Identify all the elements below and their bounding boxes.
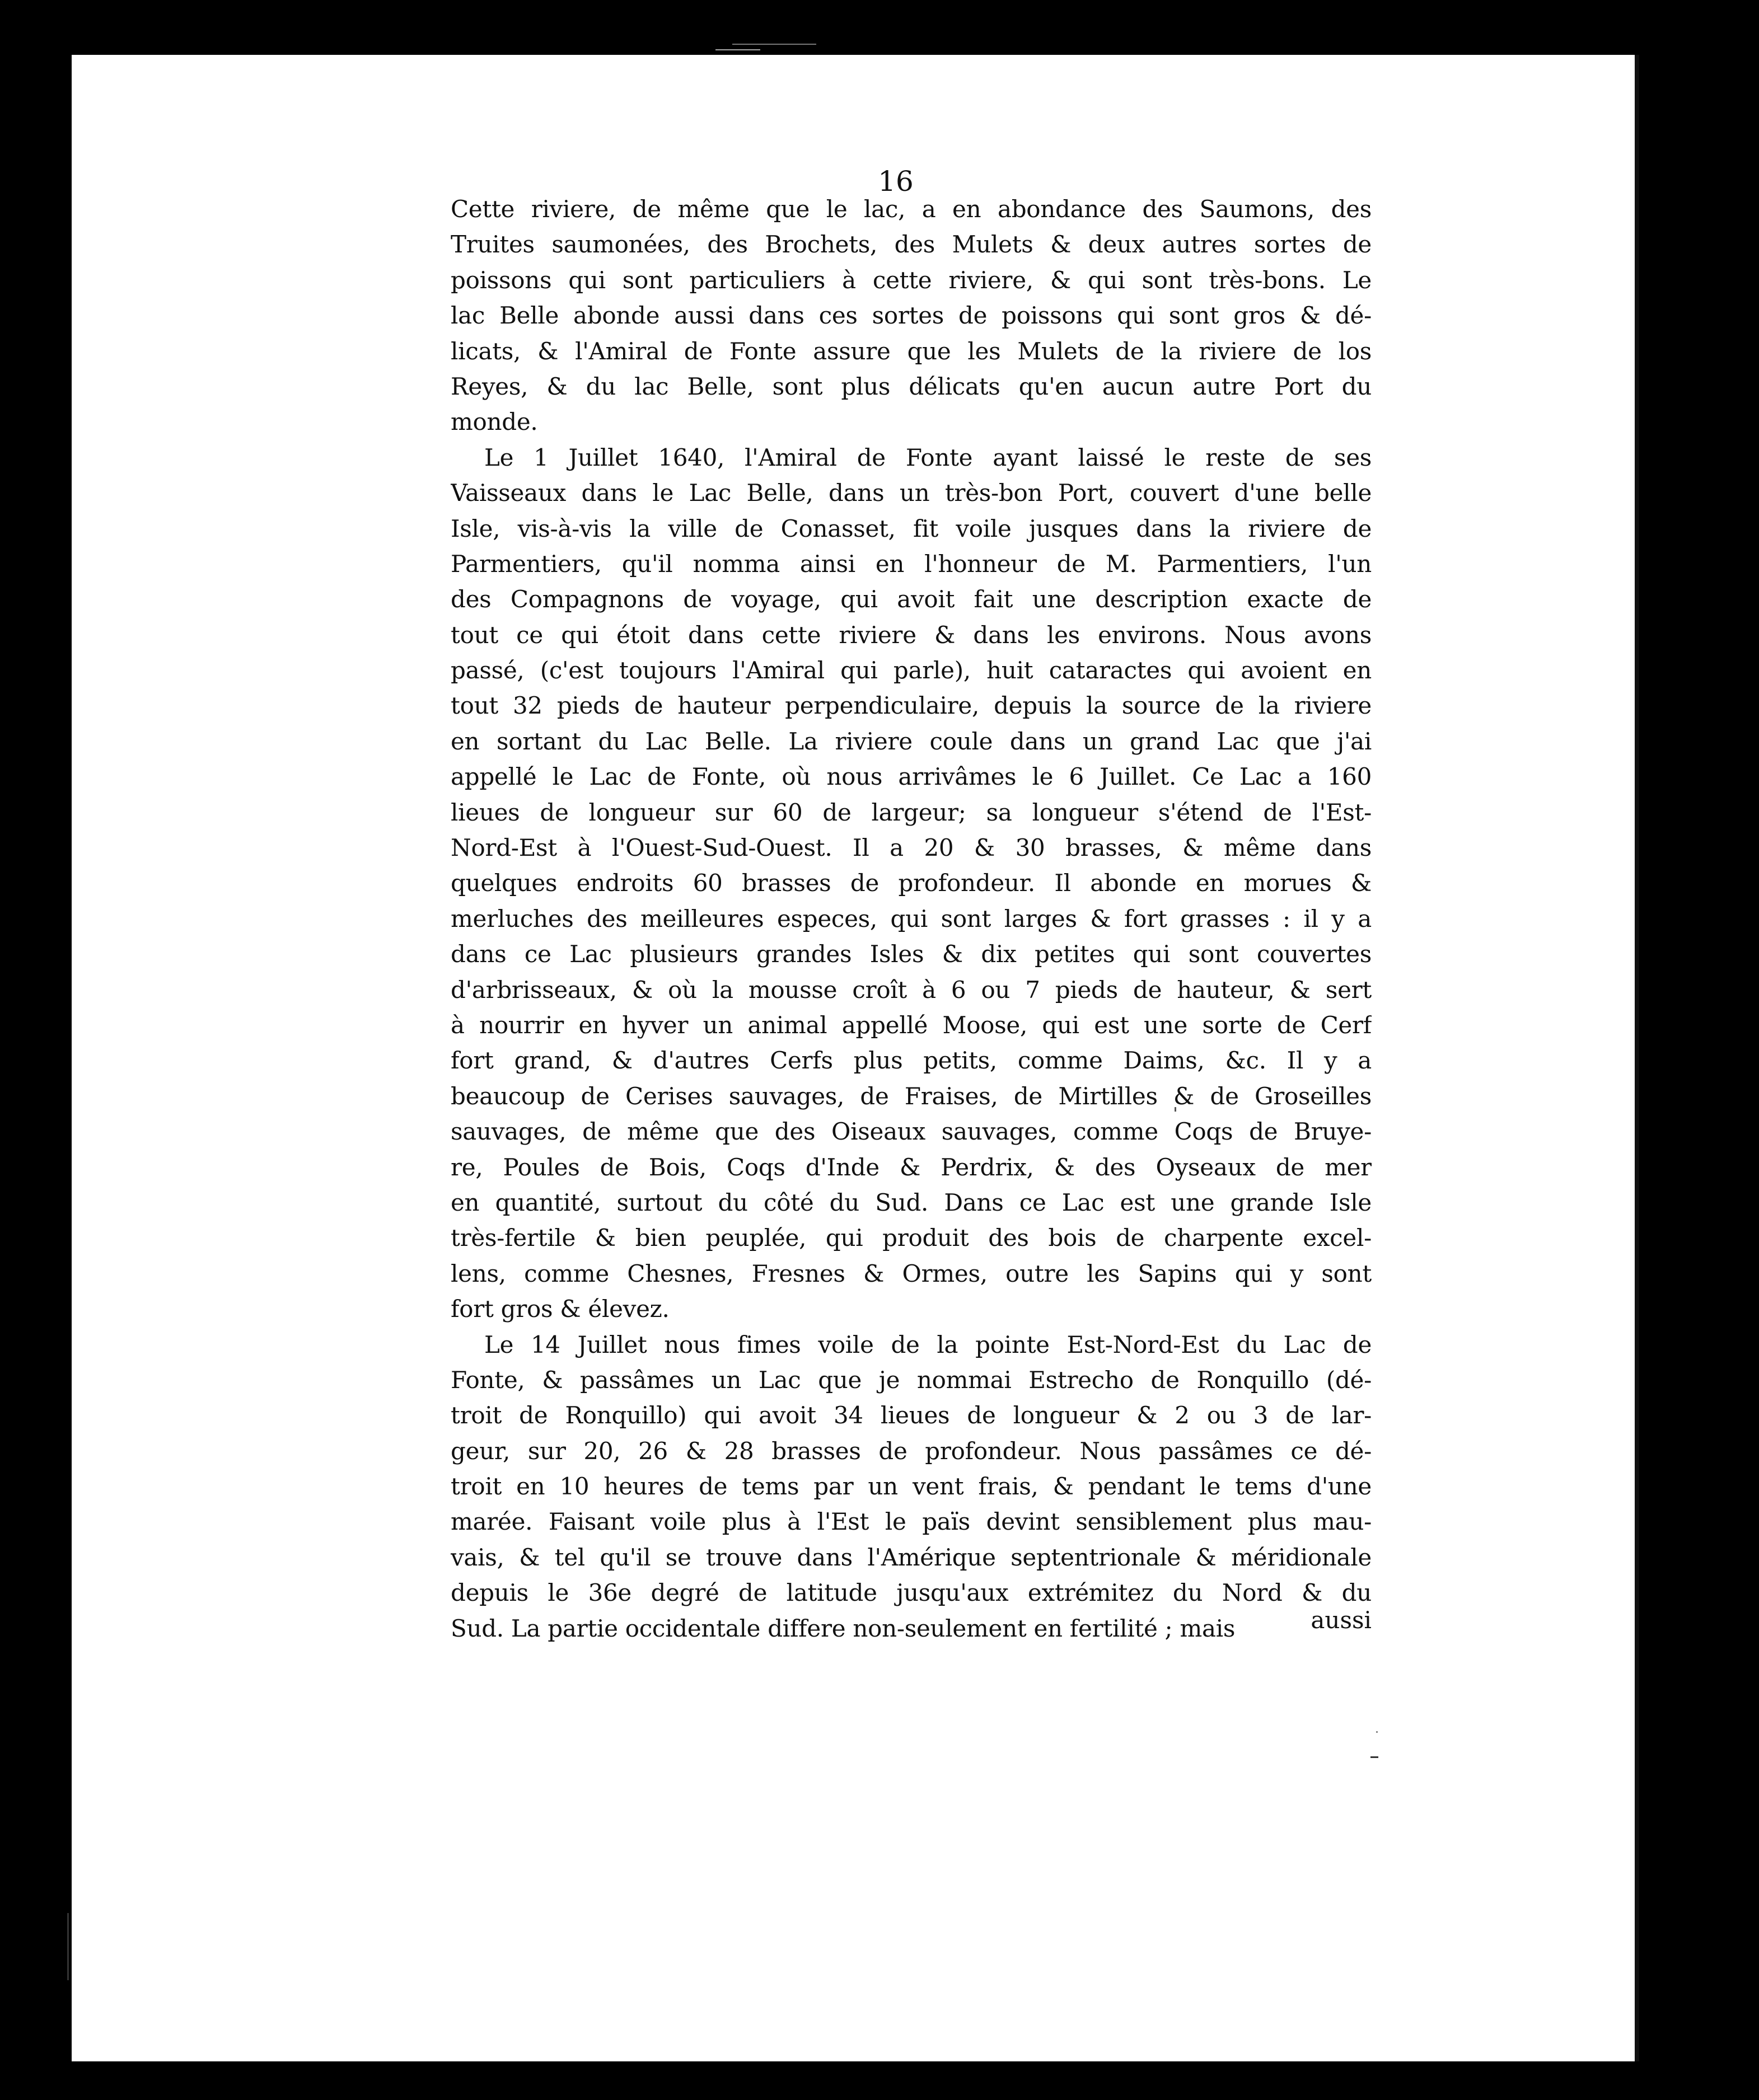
text-line: vais, & tel qu'il se trouve dans l'Amérique septentrionale & méridionale	[451, 1543, 1372, 1571]
body-text	[451, 191, 1372, 1646]
text-line: Cette riviere, de même que le lac, a en abondance des Saumons, des	[451, 195, 1372, 223]
text-line: Le 14 Juillet nous fimes voile de la pointe Est-Nord-Est du Lac de	[484, 1330, 1372, 1358]
text-line: Reyes, & du lac Belle, sont plus délicats qu'en aucun autre Port du	[451, 372, 1372, 400]
text-line: monde.	[451, 408, 538, 436]
text-line: appellé le Lac de Fonte, où nous arrivâmes le 6 Juillet. Ce Lac a 160	[451, 763, 1372, 791]
text-line: lens, comme Chesnes, Fresnes & Ormes, outre les Sapins qui y sont	[451, 1259, 1372, 1287]
text-line: Parmentiers, qu'il nomma ainsi en l'honneur de M. Parmentiers, l'un	[451, 550, 1372, 578]
text-line: Isle, vis-à-vis la ville de Conasset, fit voile jusques dans la riviere de	[451, 514, 1372, 542]
text-line: tout 32 pieds de hauteur perpendiculaire, depuis la source de la riviere	[451, 692, 1372, 720]
paragraph	[451, 191, 1372, 440]
text-line: des Compagnons de voyage, qui avoit fait une description exacte de	[451, 585, 1372, 613]
text-line: troit en 10 heures de tems par un vent frais, & pendant le tems d'une	[451, 1473, 1372, 1501]
text-line: Fonte, & passâmes un Lac que je nommai Estrecho de Ronquillo (dé-	[451, 1366, 1372, 1394]
catchword: aussi	[1311, 1606, 1372, 1634]
text-line: marée. Faisant voile plus à l'Est le païs devint sensiblement plus mau-	[451, 1508, 1372, 1536]
text-line: en quantité, surtout du côté du Sud. Dans ce Lac est une grande Isle	[451, 1188, 1372, 1216]
text-line: beaucoup de Cerises sauvages, de Fraises, de Mirtilles & de Groseilles	[451, 1082, 1372, 1110]
text-line: merluches des meilleures especes, qui sont larges & fort grasses : il y a	[451, 904, 1372, 932]
text-line: Sud. La partie occidentale differe non-seulement en fertilité ; mais	[451, 1614, 1236, 1642]
paragraph	[451, 1327, 1372, 1647]
text-line: d'arbrisseaux, & où la mousse croît à 6 ou 7 pieds de hauteur, & sert	[451, 976, 1372, 1004]
text-line: très-fertile & bien peuplée, qui produit des bois de charpente excel-	[451, 1224, 1372, 1252]
text-line: Le 1 Juillet 1640, l'Amiral de Fonte ayant laissé le reste de ses	[484, 443, 1372, 471]
text-line: fort grand, & d'autres Cerfs plus petits, comme Daims, &c. Il y a	[451, 1047, 1372, 1075]
text-line: troit de Ronquillo) qui avoit 34 lieues de longueur & 2 ou 3 de lar-	[451, 1401, 1372, 1429]
text-line: licats, & l'Amiral de Fonte assure que les Mulets de la riviere de los	[451, 337, 1372, 365]
text-line: à nourrir en hyver un animal appellé Moose, qui est une sorte de Cerf	[451, 1011, 1372, 1039]
text-line: Nord-Est à l'Ouest-Sud-Ouest. Il a 20 & 30 brasses, & même dans	[451, 834, 1372, 862]
text-line: dans ce Lac plusieurs grandes Isles & dix petites qui sont couvertes	[451, 940, 1372, 968]
text-line: tout ce qui étoit dans cette riviere & dans les environs. Nous avons	[451, 621, 1372, 649]
text-line: Truites saumonées, des Brochets, des Mulets & deux autres sortes de	[451, 231, 1372, 259]
text-line: passé, (c'est toujours l'Amiral qui parle), huit cataractes qui avoient en	[451, 657, 1372, 685]
text-line: lieues de longueur sur 60 de largeur; sa longueur s'étend de l'Est-	[451, 798, 1372, 826]
text-line: en sortant du Lac Belle. La riviere coule dans un grand Lac que j'ai	[451, 727, 1372, 755]
text-line: geur, sur 20, 26 & 28 brasses de profondeur. Nous passâmes ce dé-	[451, 1437, 1372, 1465]
text-line: re, Poules de Bois, Coqs d'Inde & Perdrix, & des Oyseaux de mer	[451, 1153, 1372, 1181]
text-line: lac Belle abonde aussi dans ces sortes de poissons qui sont gros & dé-	[451, 302, 1372, 330]
text-line: poissons qui sont particuliers à cette riviere, & qui sont très-bons. Le	[451, 266, 1372, 294]
text-line: Vaisseaux dans le Lac Belle, dans un très-bon Port, couvert d'une belle	[451, 479, 1372, 507]
text-line: fort gros & élevez.	[451, 1295, 670, 1323]
text-line: sauvages, de même que des Oiseaux sauvages, comme Coqs de Bruye-	[451, 1118, 1372, 1146]
text-line: depuis le 36e degré de latitude jusqu'aux extrémitez du Nord & du	[451, 1579, 1372, 1607]
page-number: 16	[878, 165, 914, 198]
text-line: quelques endroits 60 brasses de profondeur. Il abonde en morues &	[451, 869, 1372, 897]
paragraph	[451, 440, 1372, 1327]
